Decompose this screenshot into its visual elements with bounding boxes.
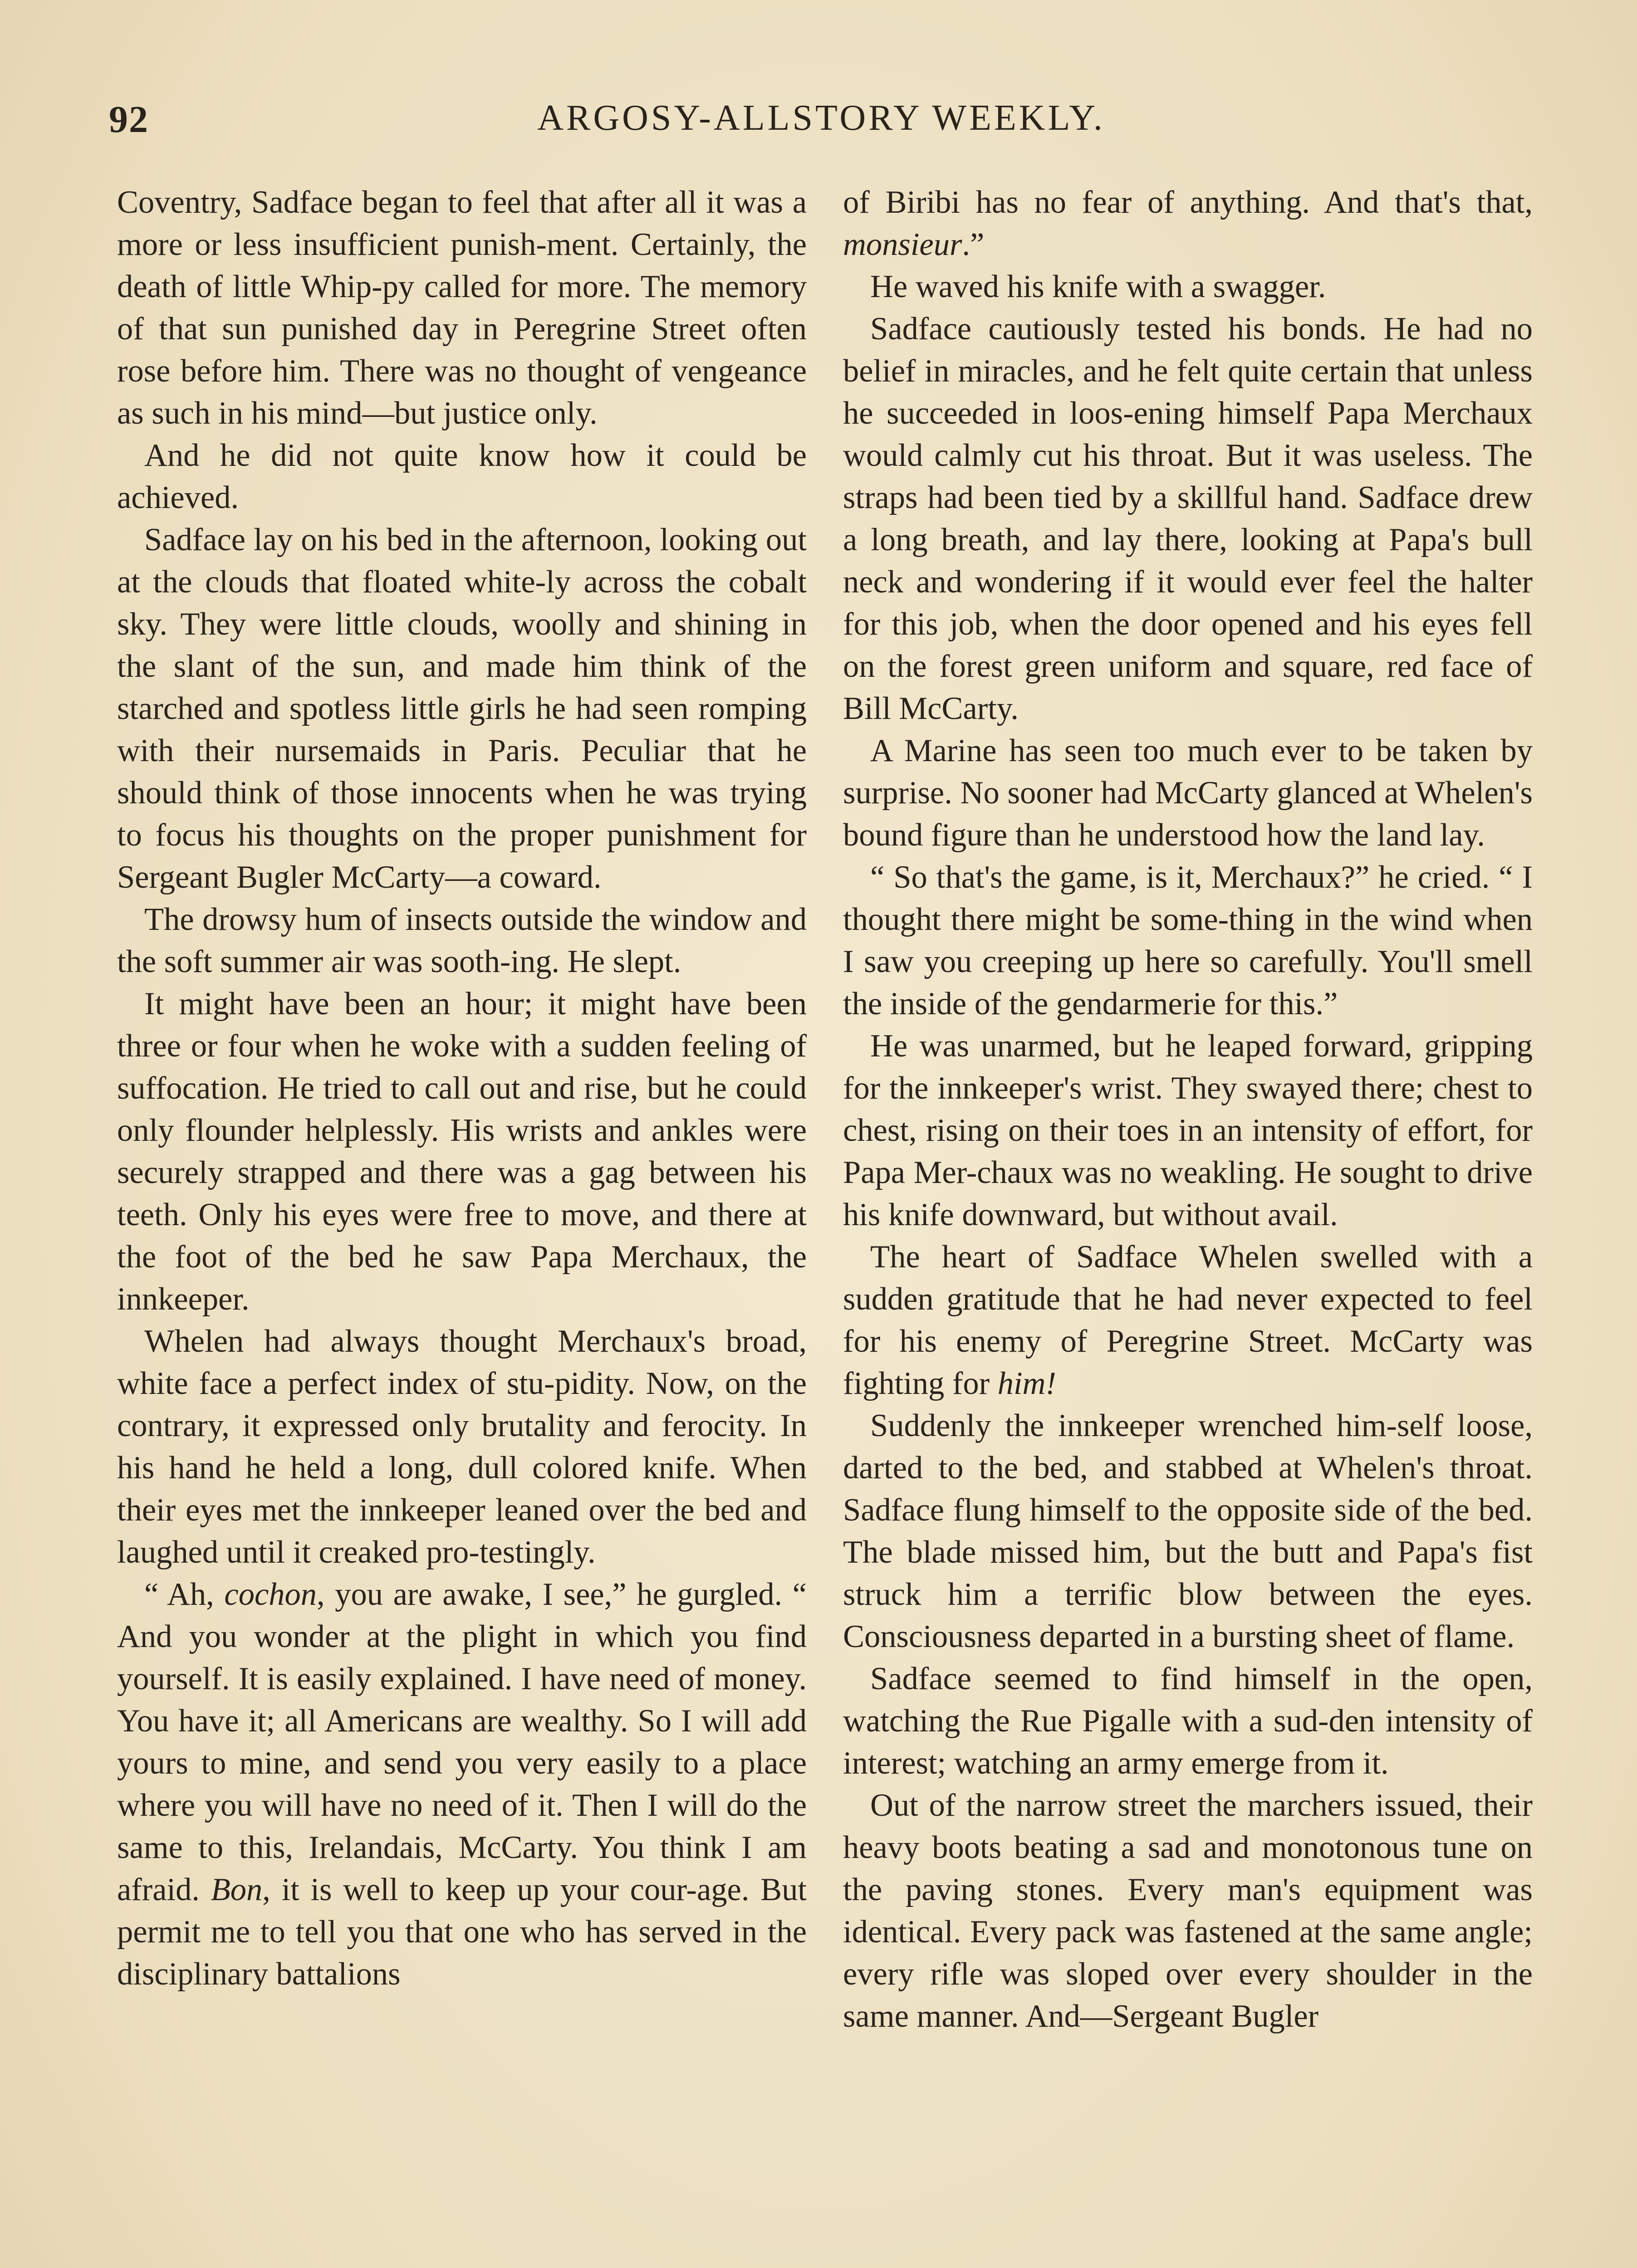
paragraph: Sadface cautiously tested his bonds. He had no belief in miracles, and he felt quite certain that unless he succeeded in loos-ening himself Papa Merchaux would calmly cut his throat. But it was useless. The straps had been tied by a skillful hand. Sadface drew a long breath, and lay there, looking at Papa's bull neck and wondering if it would ever feel the halter for this job, when the door opened and his eyes fell on the forest green uniform and square, red face of Bill McCarty. bbox=[843, 311, 1533, 726]
running-head: ARGOSY-ALLSTORY WEEKLY. bbox=[537, 98, 1105, 138]
paragraph: And he did not quite know how it could be achieved. bbox=[117, 438, 807, 515]
paragraph: “ So that's the game, is it, Merchaux?” he cried. “ I thought there might be some-thing in the wind when I saw you creeping up here so carefully. You'll smell the inside of the gendarmerie for this.” bbox=[843, 860, 1533, 1022]
text-column-left bbox=[117, 181, 807, 2268]
paragraph: Suddenly the innkeeper wrenched him-self loose, darted to the bed, and stabbed at Whelen's throat. Sadface flung himself to the opposite side of the bed. The blade missed him, but the butt and Papa's fist struck him a terrific blow between the eyes. Consciousness departed in a bursting sheet of flame. bbox=[843, 1408, 1533, 1654]
paragraph: The heart of Sadface Whelen swelled with a sudden gratitude that he had never expected to feel for his enemy of Peregrine Street. McCarty was fighting for him! bbox=[843, 1239, 1533, 1401]
paragraph: Sadface seemed to find himself in the open, watching the Rue Pigalle with a sud-den intensity of interest; watching an army emerge from it. bbox=[843, 1661, 1533, 1781]
page-number: 92 bbox=[109, 98, 149, 141]
paragraph: Out of the narrow street the marchers issued, their heavy boots beating a sad and monotonous tune on the paving stones. Every man's equipment was identical. Every pack was fastened at the same angle; every rifle was sloped over every shoulder in the same manner. And—Sergeant Bugler bbox=[843, 1788, 1533, 2034]
paragraph: The drowsy hum of insects outside the window and the soft summer air was sooth-ing. He slept. bbox=[117, 902, 807, 979]
paragraph: Coventry, Sadface began to feel that after all it was a more or less insufficient punish-ment. Certainly, the death of little Whip-py called for more. The memory of that sun punished day in Peregrine Street often rose before him. There was no thought of vengeance as such in his mind—but justice only. bbox=[117, 185, 807, 431]
paragraph: “ Ah, cochon, you are awake, I see,” he gurgled. “ And you wonder at the plight in which you find yourself. It is easily explained. I have need of money. You have it; all Americans are wealthy. So I will add yours to mine, and send you very easily to a place where you will have no need of it. Then I will do the same to this, Irelandais, McCarty. You think I am afraid. Bon, it is well to keep up your cour-age. But permit me to tell you that one who has served in the disciplinary battalions bbox=[117, 1577, 807, 1992]
paragraph: He was unarmed, but he leaped forward, gripping for the innkeeper's wrist. They swayed there; chest to chest, rising on their toes in an intensity of effort, for Papa Mer-chaux was no weakling. He sought to drive his knife downward, but without avail. bbox=[843, 1028, 1533, 1232]
paragraph: He waved his knife with a swagger. bbox=[870, 269, 1326, 304]
paragraph: Whelen had always thought Merchaux's broad, white face a perfect index of stu-pidity. Now, on the contrary, it expressed only brutality and ferocity. In his hand he held a long, dull colored knife. When their eyes met the innkeeper leaned over the bed and laughed until it creaked pro-testingly. bbox=[117, 1324, 807, 1570]
paragraph: It might have been an hour; it might have been three or four when he woke with a sudden feeling of suffocation. He tried to call out and rise, but he could only flounder helplessly. His wrists and ankles were securely strapped and there was a gag between his teeth. Only his eyes were free to move, and there at the foot of the bed he saw Papa Merchaux, the innkeeper. bbox=[117, 986, 807, 1317]
page-header bbox=[109, 98, 1534, 147]
paragraph: Sadface lay on his bed in the afternoon, looking out at the clouds that floated white-ly across the cobalt sky. They were little clouds, woolly and shining in the slant of the sun, and made him think of the starched and spotless little girls he had seen romping with their nursemaids in Paris. Peculiar that he should think of those innocents when he was trying to focus his thoughts on the proper punishment for Sergeant Bugler McCarty—a coward. bbox=[117, 522, 807, 895]
text-column-right bbox=[843, 181, 1533, 2268]
paragraph: of Biribi has no fear of anything. And that's that, monsieur.” bbox=[843, 185, 1533, 262]
paragraph: A Marine has seen too much ever to be taken by surprise. No sooner had McCarty glanced at Whelen's bound figure than he understood how the land lay. bbox=[843, 733, 1533, 853]
